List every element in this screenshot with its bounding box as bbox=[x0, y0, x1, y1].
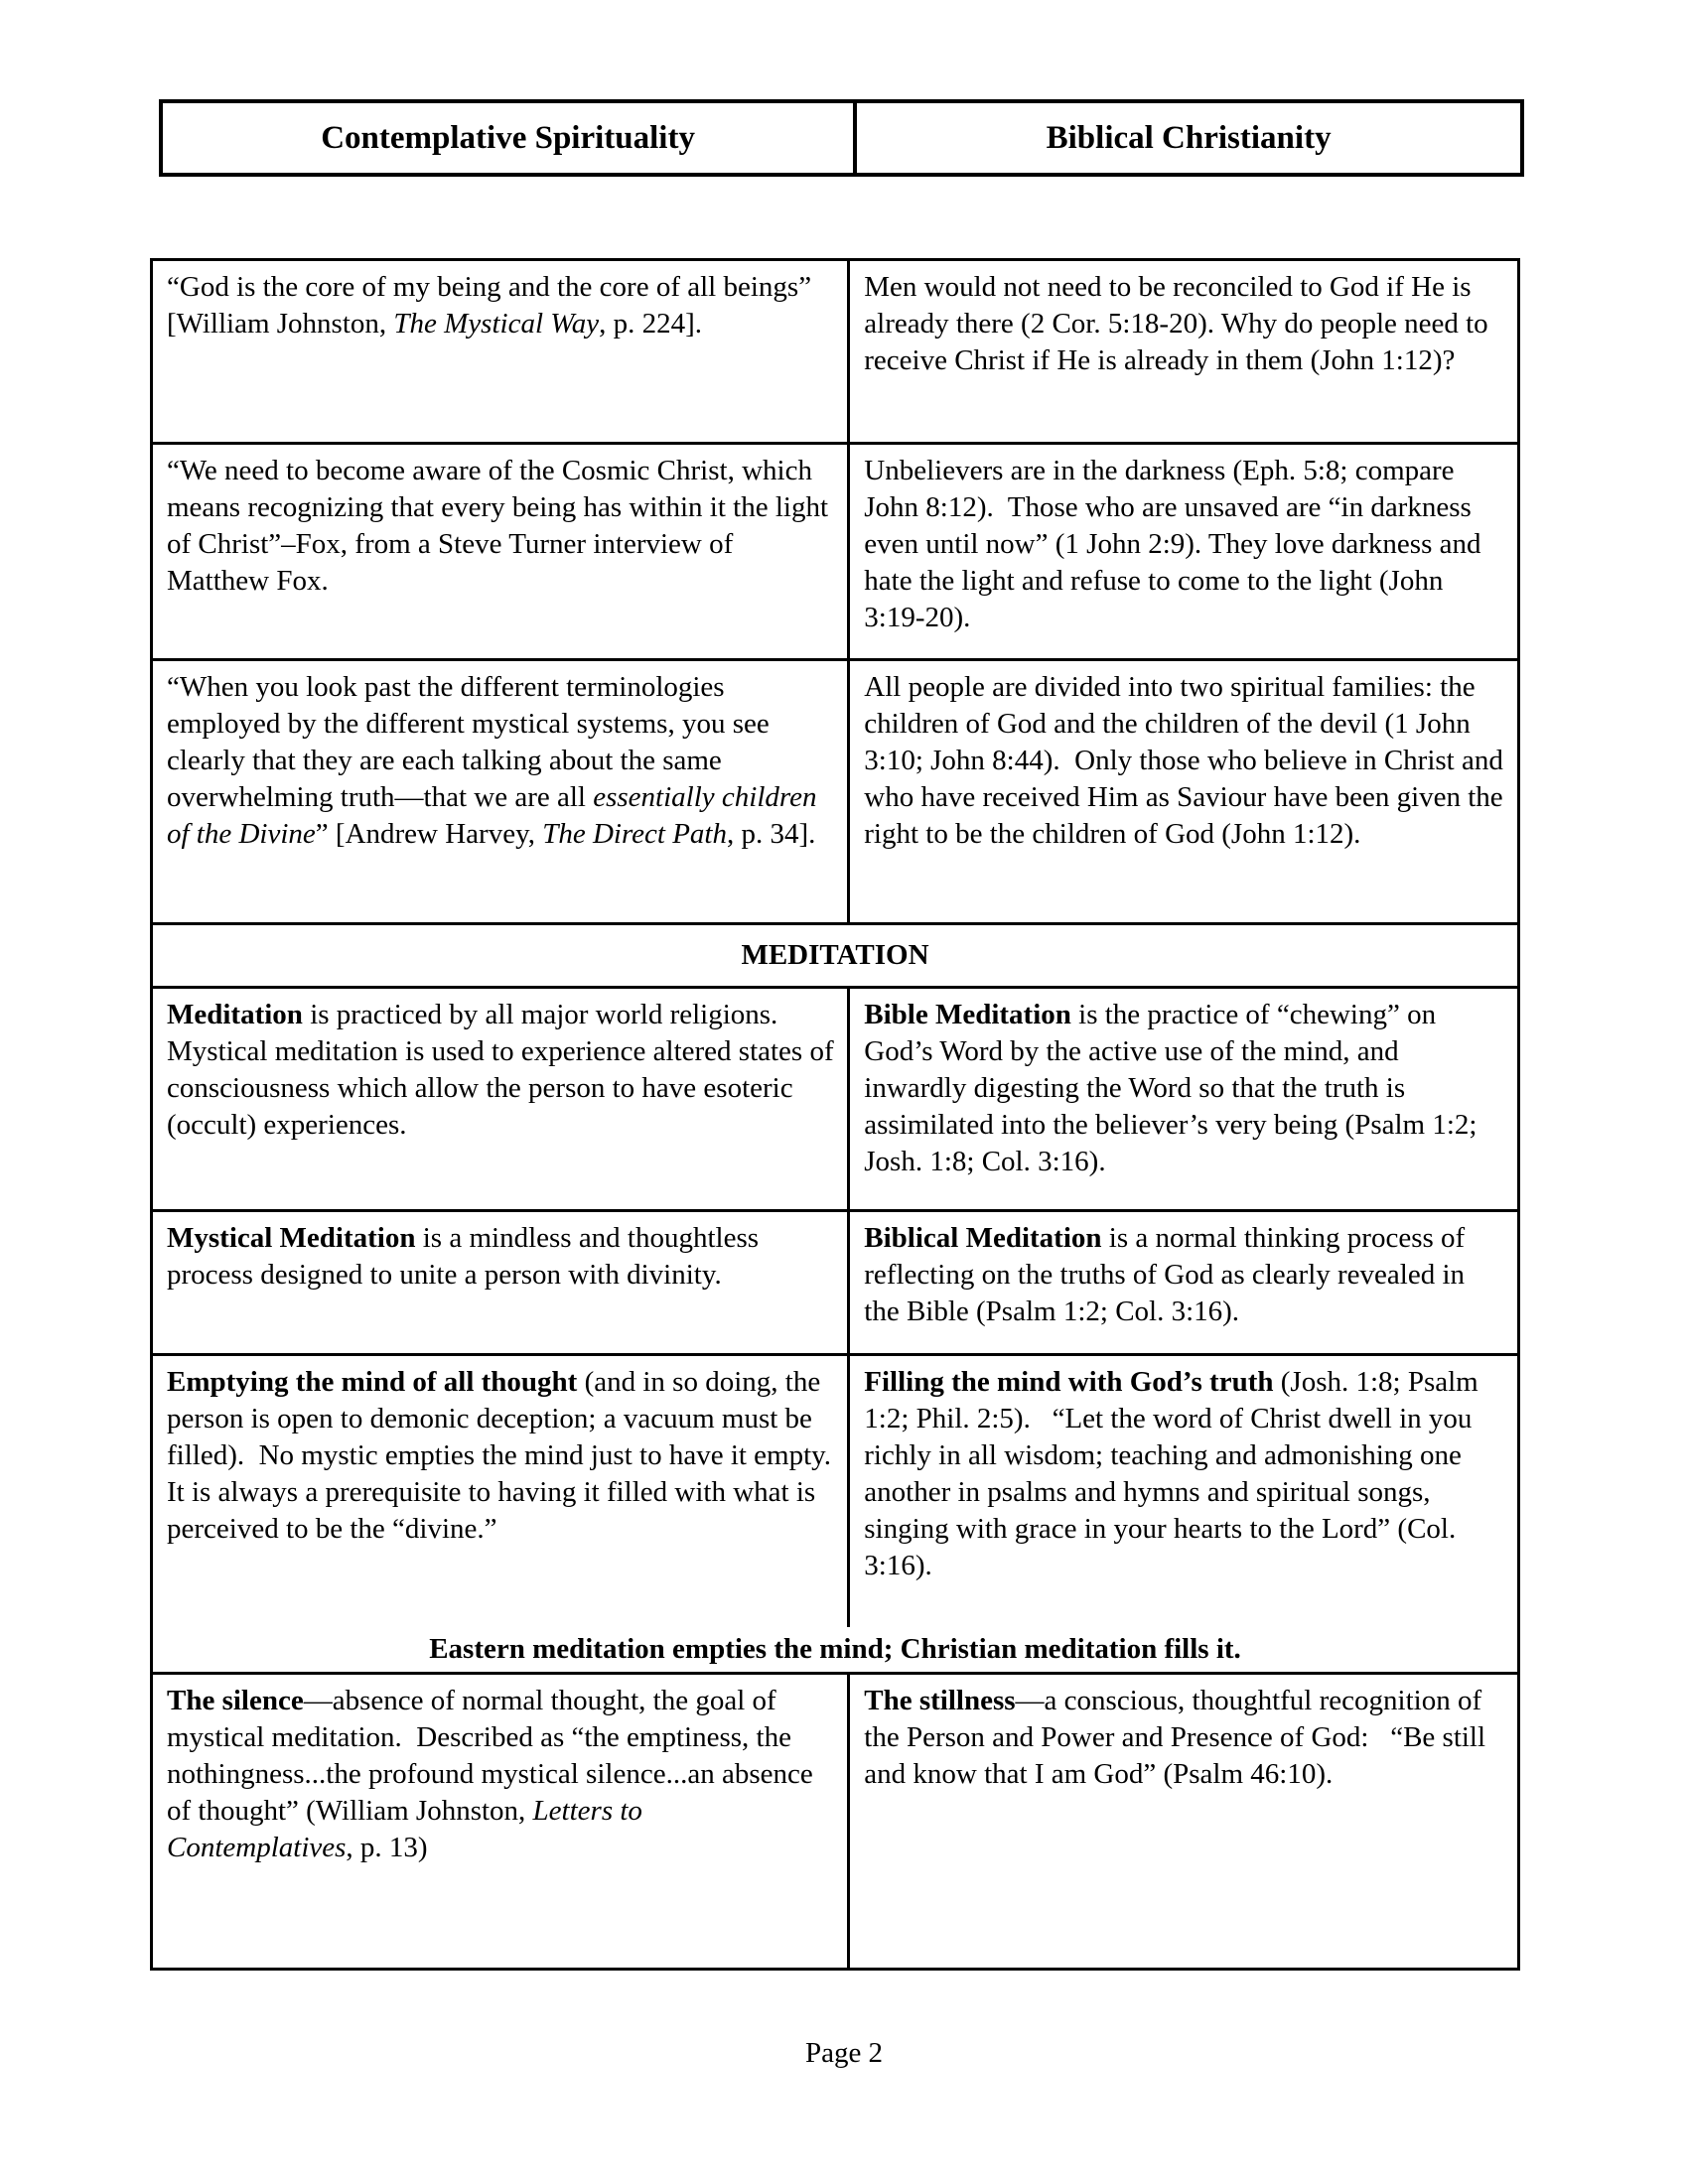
table-row bbox=[152, 988, 1519, 1211]
contemplative-cell-4: Meditation is practiced by all major world religions. Mystical meditation is used to experience altered states of consciousness which allow the person to have esoteric (occult) experiences. bbox=[152, 988, 849, 1211]
biblical-cell-5: Biblical Meditation is a normal thinking process of reflecting on the truths of God as clearly revealed in the Bible (Psalm 1:2; Col. 3:16). bbox=[849, 1211, 1519, 1355]
section-header-meditation: MEDITATION bbox=[152, 924, 1519, 988]
table-row bbox=[152, 660, 1519, 924]
header-title-contemplative: Contemplative Spirituality bbox=[161, 101, 855, 175]
header-banner-table bbox=[159, 99, 1524, 177]
biblical-cell-6: Filling the mind with God’s truth (Josh. 1:8; Psalm 1:2; Phil. 2:5). “Let the word of Christ dwell in you richly in all wisdom; teaching and admonishing one another in psalms and hymns and spiritual songs, singing with grace in your hearts to the Lord” (Col. 3:16). bbox=[849, 1355, 1519, 1627]
contemplative-cell-3: “When you look past the different terminologies employed by the different mystical systems, you see clearly that they are each talking about the same overwhelming truth—that we are all essentially children of the Divine” [Andrew Harvey, The Direct Path, p. 34]. bbox=[152, 660, 849, 924]
page-number: Page 2 bbox=[804, 2037, 884, 2069]
comparison-table bbox=[150, 258, 1520, 1971]
table-row bbox=[152, 1211, 1519, 1355]
header-title-biblical: Biblical Christianity bbox=[855, 101, 1522, 175]
biblical-cell-4: Bible Meditation is the practice of “chewing” on God’s Word by the active use of the mind, and inwardly digesting the Word so that the truth is assimilated into the believer’s very being (Psalm 1:2; Josh. 1:8; Col. 3:16). bbox=[849, 988, 1519, 1211]
table-row bbox=[152, 1627, 1519, 1674]
section-statement-eastern-vs-christian: Eastern meditation empties the mind; Christian meditation fills it. bbox=[152, 1627, 1519, 1674]
contemplative-cell-5: Mystical Meditation is a mindless and thoughtless process designed to unite a person with divinity. bbox=[152, 1211, 849, 1355]
contemplative-cell-6: Emptying the mind of all thought (and in so doing, the person is open to demonic deception; a vacuum must be filled). No mystic empties the mind just to have it empty. It is always a prerequisite to having it filled with what is perceived to be the “divine.” bbox=[152, 1355, 849, 1627]
biblical-cell-1: Men would not need to be reconciled to God if He is already there (2 Cor. 5:18-20). Why do people need to receive Christ if He is already in them (John 1:12)? bbox=[849, 260, 1519, 444]
contemplative-cell-1: “God is the core of my being and the core of all beings” [William Johnston, The Mystical Way, p. 224]. bbox=[152, 260, 849, 444]
table-row bbox=[152, 1673, 1519, 1969]
biblical-cell-3: All people are divided into two spiritual families: the children of God and the children of the devil (1 John 3:10; John 8:44). Only those who believe in Christ and who have received Him as Saviour have been given the right to be the children of God (John 1:12). bbox=[849, 660, 1519, 924]
biblical-cell-2: Unbelievers are in the darkness (Eph. 5:8; compare John 8:12). Those who are unsaved are “in darkness even until now” (1 John 2:9). They love darkness and hate the light and refuse to come to the light (John 3:19-20). bbox=[849, 444, 1519, 660]
table-row bbox=[152, 260, 1519, 444]
table-row bbox=[152, 1355, 1519, 1627]
table-row bbox=[152, 924, 1519, 988]
contemplative-cell-7: The silence—absence of normal thought, the goal of mystical meditation. Described as “the emptiness, the nothingness...the profound mystical silence...an absence of thought” (William Johnston, Letters to Contemplatives, p. 13) bbox=[152, 1673, 849, 1969]
contemplative-cell-2: “We need to become aware of the Cosmic Christ, which means recognizing that every being has within it the light of Christ”–Fox, from a Steve Turner interview of Matthew Fox. bbox=[152, 444, 849, 660]
biblical-cell-7: The stillness—a conscious, thoughtful recognition of the Person and Power and Presence of God: “Be still and know that I am God” (Psalm 46:10). bbox=[849, 1673, 1519, 1969]
table-row bbox=[152, 444, 1519, 660]
